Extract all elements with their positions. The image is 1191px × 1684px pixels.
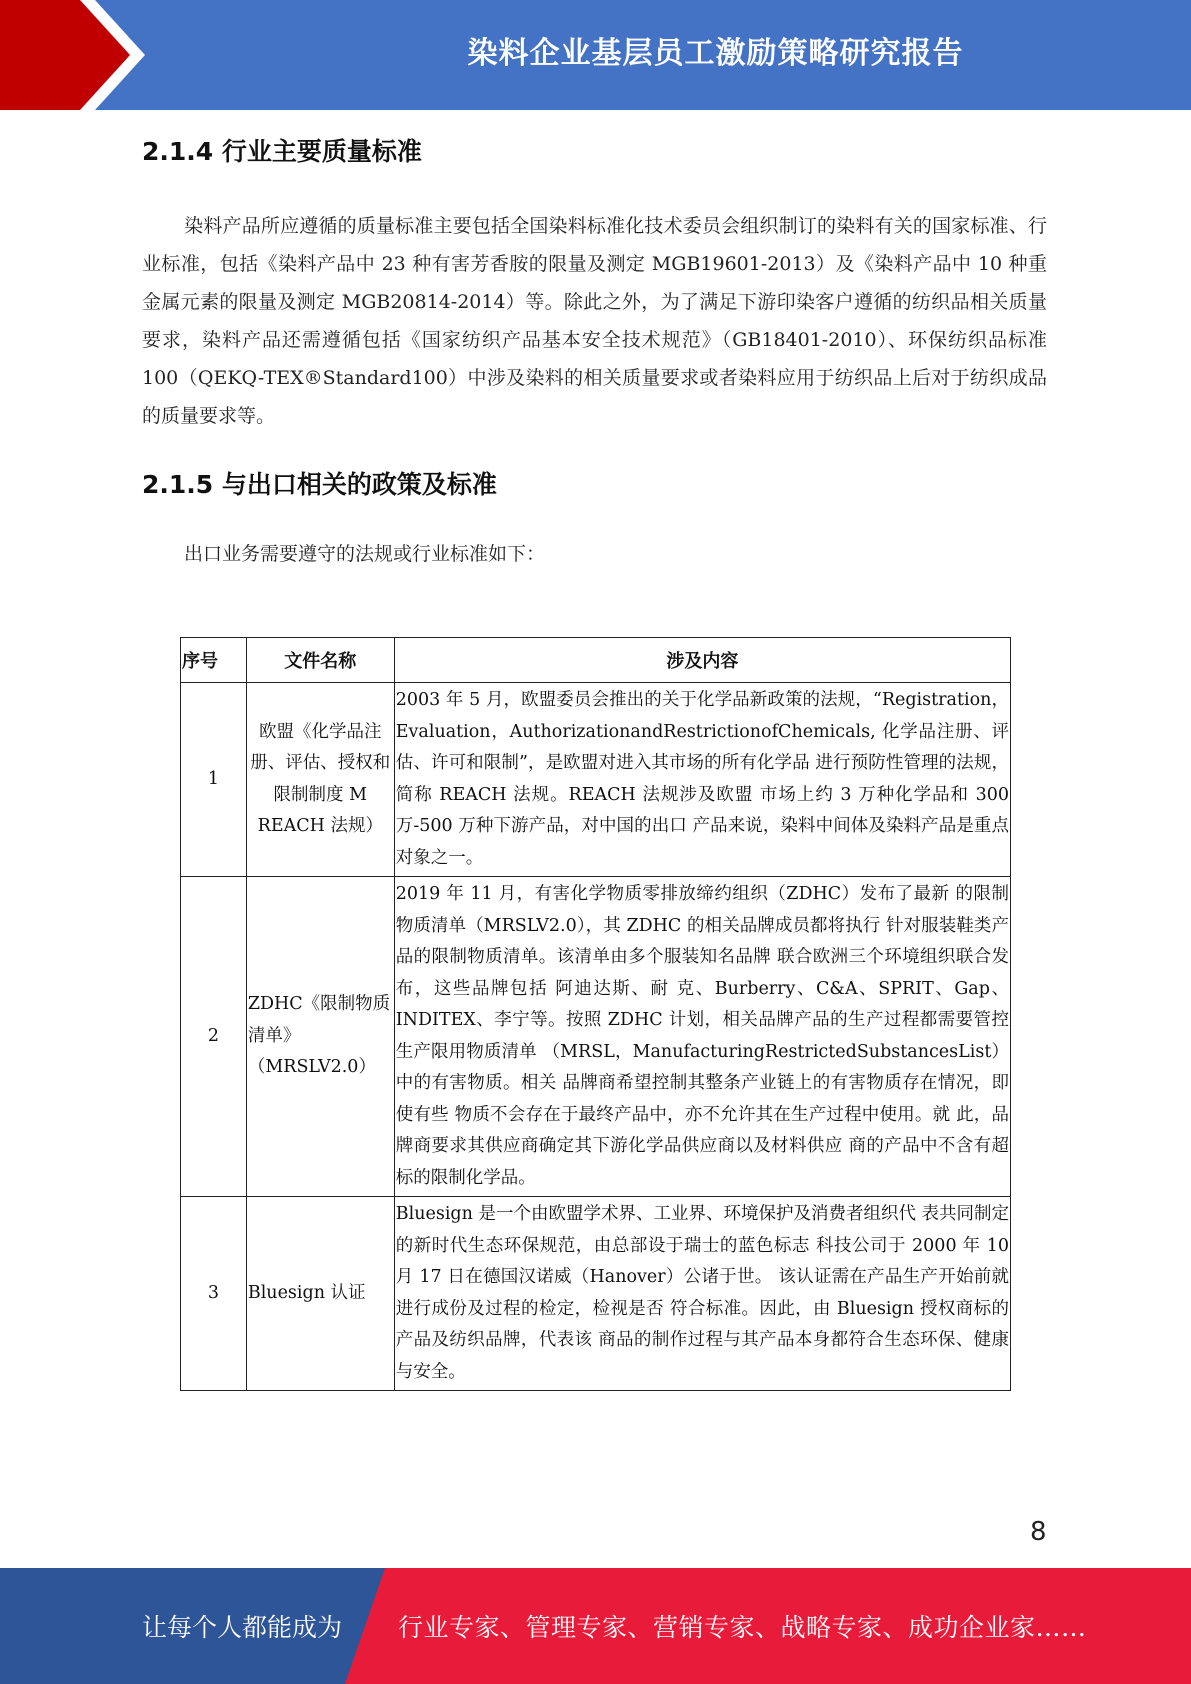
section-heading-quality-standards: 2.1.4 行业主要质量标准 (142, 137, 422, 166)
table-header-row (181, 638, 1011, 683)
header-banner (0, 0, 1191, 110)
column-header-document-name: 文件名称 (246, 638, 394, 683)
table-row (181, 877, 1011, 1197)
quality-standards-text: 染料产品所应遵循的质量标准主要包括全国染料标准化技术委员会组织制订的染料有关的国家标准、行业标准，包括《染料产品中 23 种有害芳香胺的限量及测定 MGB19601-2013）及《染料产品中 10 种重金属元素的限量及测定 MGB20814-2014）等。除此之外，为了满足下游印染客户遵循的纺织品相关质量要求，染料产品还需遵循包括《国家纺织产品基本安全技术规范》（GB18401-2010）、环保纺织品标准 100（QEKQ-TEX®Standard100）中涉及染料的相关质量要求或者染料应用于纺织品上后对于纺织成品的质量要求等。 (142, 215, 1047, 427)
export-policies-text: 出口业务需要遵守的法规或行业标准如下： (184, 543, 546, 565)
document-name: 欧盟《化学品注册、评估、授权和限制制度 M REACH 法规） (246, 683, 394, 877)
column-header-content: 涉及内容 (394, 638, 1010, 683)
export-policies-paragraph (142, 535, 1047, 573)
document-name: Bluesign 认证 (246, 1197, 394, 1391)
standards-table (180, 637, 1011, 1391)
footer-banner (0, 1568, 1191, 1684)
report-title: 染料企业基层员工激励策略研究报告 (467, 36, 964, 71)
page-number: 8 (1030, 1517, 1047, 1547)
footer-slogan-right: 行业专家、管理专家、营销专家、战略专家、成功企业家…… (398, 1613, 1087, 1642)
section-heading-export-policies: 2.1.5 与出口相关的政策及标准 (142, 470, 497, 499)
document-content: Bluesign 是一个由欧盟学术界、工业界、环境保护及消费者组织代 表共同制定的新时代生态环保规范，由总部设于瑞士的蓝色标志 科技公司于 2000 年 10 月 17 日在德国汉诺威（Hanover）公诸于世。 该认证需在产品生产开始前就进行成份及过程的检定，检视是否 符合标准。因此，由 Bluesign 授权商标的产品及纺织品牌，代表该 商品的制作过程与其产品本身都符合生态环保、健康与安全。 (394, 1197, 1010, 1391)
row-number: 2 (181, 877, 247, 1197)
quality-standards-paragraph (142, 207, 1047, 435)
document-content: 2003 年 5 月，欧盟委员会推出的关于化学品新政策的法规，“Registration，Evaluation，AuthorizationandRestrictionofChemicals, 化学品注册、评估、许可和限制”，是欧盟对进入其市场的所有化学品 进行预防性管理的法规，简称 REACH 法规。REACH 法规涉及欧盟 市场上约 3 万种化学品和 300 万-500 万种下游产品，对中国的出口 产品来说，染料中间体及染料产品是重点对象之一。 (394, 683, 1010, 877)
footer-slogan-left: 让每个人都能成为 (142, 1613, 343, 1642)
document-name: ZDHC《限制物质清单》（MRSLV2.0） (246, 877, 394, 1197)
column-header-number: 序号 (181, 638, 247, 683)
table-row (181, 1197, 1011, 1391)
table-row (181, 683, 1011, 877)
row-number: 1 (181, 683, 247, 877)
document-content: 2019 年 11 月，有害化学物质零排放缔约组织（ZDHC）发布了最新 的限制物质清单（MRSLV2.0），其 ZDHC 的相关品牌成员都将执行 针对服装鞋类产品的限制物质清单。该清单由多个服装知名品牌 联合欧洲三个环境组织联合发布，这些品牌包括 阿迪达斯、耐 克、Burberry、C&A、SPRIT、Gap、INDITEX、李宁等。按照 ZDHC 计划，相关品牌产品的生产过程都需要管控生产限用物质清单 （MRSL，ManufacturingRestrictedSubstancesList）中的有害物质。相关 品牌商希望控制其整条产业链上的有害物质存在情况，即使有些 物质不会存在于最终产品中，亦不允许其在生产过程中使用。就 此，品牌商要求其供应商确定其下游化学品供应商以及材料供应 商的产品中不含有超标的限制化学品。 (394, 877, 1010, 1197)
row-number: 3 (181, 1197, 247, 1391)
